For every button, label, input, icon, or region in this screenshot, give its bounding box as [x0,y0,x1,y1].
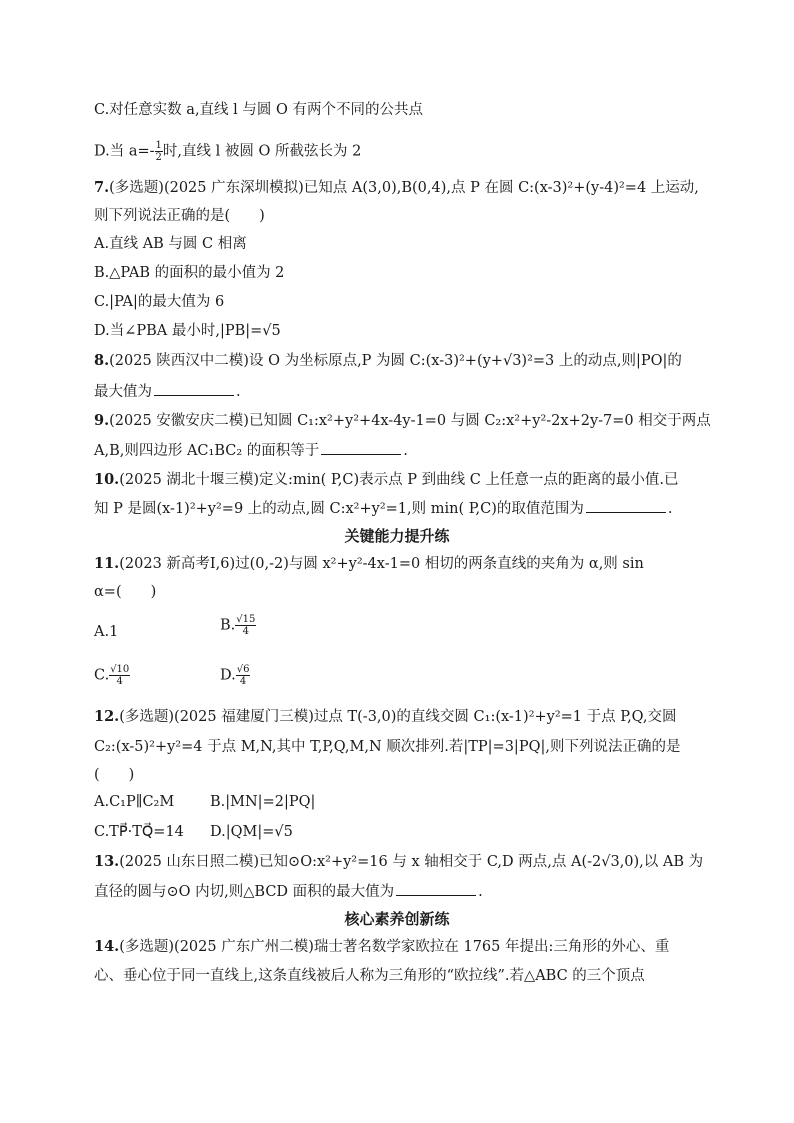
period: . [667,501,673,517]
question-12-option-b: B.|MN|=2|PQ| [210,794,316,810]
question-text: 知 P 是圆(x-1)²+y²=9 上的动点,圆 C:x²+y²=1,则 min( P,C)的取值范围为 [94,501,584,517]
question-text: (2023 新高考Ⅰ,6)过(0,-2)与圆 x²+y²-4x-1=0 相切的两条直线的夹角为 α,则 sin [119,556,644,572]
question-11-option-c [94,664,130,687]
period: . [403,443,408,459]
option-c-line: C.对任意实数 a,直线 l 与圆 O 有两个不同的公共点 [94,102,424,118]
fraction-denominator: 2 [155,152,162,163]
question-11-line-1 [94,554,674,574]
question-7-option-a: A.直线 AB 与圆 C 相离 [94,236,247,252]
question-number: 10. [94,471,120,488]
question-text: 最大值为 [94,384,152,400]
question-14-line-2: 心、垂心位于同一直线上,这条直线被后人称为三角形的“欧拉线”.若△ABC 的三个顶点 [94,968,645,984]
fraction [155,140,163,163]
answer-blank[interactable] [321,440,401,455]
question-10-line-1 [94,470,679,490]
question-13-line-1 [94,852,704,872]
question-9-line-2 [94,440,674,461]
question-7-line-1 [94,178,699,198]
fraction [236,664,251,687]
fraction-numerator: 1 [155,140,162,151]
question-text: 直径的圆与⊙O 内切,则△BCD 面积的最大值为 [94,884,395,900]
option-d-suffix: 时,直线 l 被圆 O 所截弦长为 2 [162,143,362,160]
fraction-numerator: √6 [236,664,250,675]
question-10-line-2 [94,498,674,519]
question-number: 7. [94,179,110,196]
question-number: 12. [94,708,120,725]
question-number: 9. [94,412,110,429]
question-text: (多选题)(2025 广东广州二模)瑞士著名数学家欧拉在 1765 年提出:三角形的外心、重 [119,939,670,955]
answer-blank[interactable] [396,881,476,896]
question-12-line-1 [94,707,677,727]
question-number: 8. [94,352,110,369]
question-7-option-c: C.|PA|的最大值为 6 [94,294,225,310]
fraction-denominator: 4 [239,676,247,687]
question-text: (2025 山东日照二模)已知⊙O:x²+y²=16 与 x 轴相交于 C,D 两点,点 A(-2√3,0),以 AB 为 [119,854,704,870]
question-11-option-d [220,664,250,687]
question-12-line-2: C₂:(x-5)²+y²=4 于点 M,N,其中 T,P,Q,M,N 顺次排列.若|TP|=3|PQ|,则下列说法正确的是 [94,739,681,755]
option-label: B. [220,617,236,634]
question-text: A,B,则四边形 AC₁BC₂ 的面积等于 [94,443,320,459]
question-7-option-b: B.△PAB 的面积的最小值为 2 [94,265,285,281]
option-d-line [94,140,674,163]
option-d-prefix: D.当 a=- [94,143,155,160]
section-heading: 关键能力提升练 [344,527,450,545]
question-12-option-c: C.TP⃗·TQ⃗=14 [94,824,184,840]
fraction [109,664,130,687]
fraction-denominator: 4 [242,626,249,637]
question-12-line-3: ( ) [94,767,135,783]
question-number: 11. [94,555,120,572]
question-text: (2025 安徽安庆二模)已知圆 C₁:x²+y²+4x-4y-1=0 与圆 C₂:x²+y²-2x+2y-7=0 相交于两点 [109,413,711,429]
fraction [235,614,256,637]
question-7-option-d: D.当∠PBA 最小时,|PB|=√5 [94,323,281,339]
question-8-line-2 [94,381,674,402]
question-12-option-d: D.|QM|=√5 [210,824,293,840]
period: . [478,884,483,900]
answer-blank[interactable] [154,381,234,396]
question-11-option-b [220,614,256,637]
question-text: (多选题)(2025 福建厦门三模)过点 T(-3,0)的直线交圆 C₁:(x-1)²+y²=1 于点 P,Q,交圆 [119,709,677,725]
question-text: (2025 陕西汉中二模)设 O 为坐标原点,P 为圆 C:(x-3)²+(y+√3)²=3 上的动点,则|PO|的 [109,353,682,369]
fraction-numerator: √15 [236,614,256,625]
question-8-line-1 [94,351,682,371]
answer-blank[interactable] [586,498,666,513]
question-9-line-1 [94,411,711,431]
question-number: 13. [94,853,120,870]
question-11-line-2: α=( ) [94,584,157,600]
section-heading: 核心素养创新练 [344,910,450,928]
fraction-numerator: √10 [110,664,130,675]
period: . [236,384,241,400]
question-13-line-2 [94,881,674,902]
question-number: 14. [94,938,120,955]
fraction-denominator: 4 [116,676,123,687]
option-label: D. [220,667,236,684]
question-12-option-a: A.C₁P∥C₂M [94,794,175,810]
question-11-option-a: A.1 [94,624,119,640]
question-7-line-2: 则下列说法正确的是( ) [94,208,265,224]
question-14-line-1 [94,937,674,957]
question-text: (多选题)(2025 广东深圳模拟)已知点 A(3,0),B(0,4),点 P 在圆 C:(x-3)²+(y-4)²=4 上运动, [109,180,699,196]
option-label: C. [94,667,110,684]
question-text: (2025 湖北十堰三模)定义:min( P,C)表示点 P 到曲线 C 上任意一点的距离的最小值.已 [119,472,679,488]
